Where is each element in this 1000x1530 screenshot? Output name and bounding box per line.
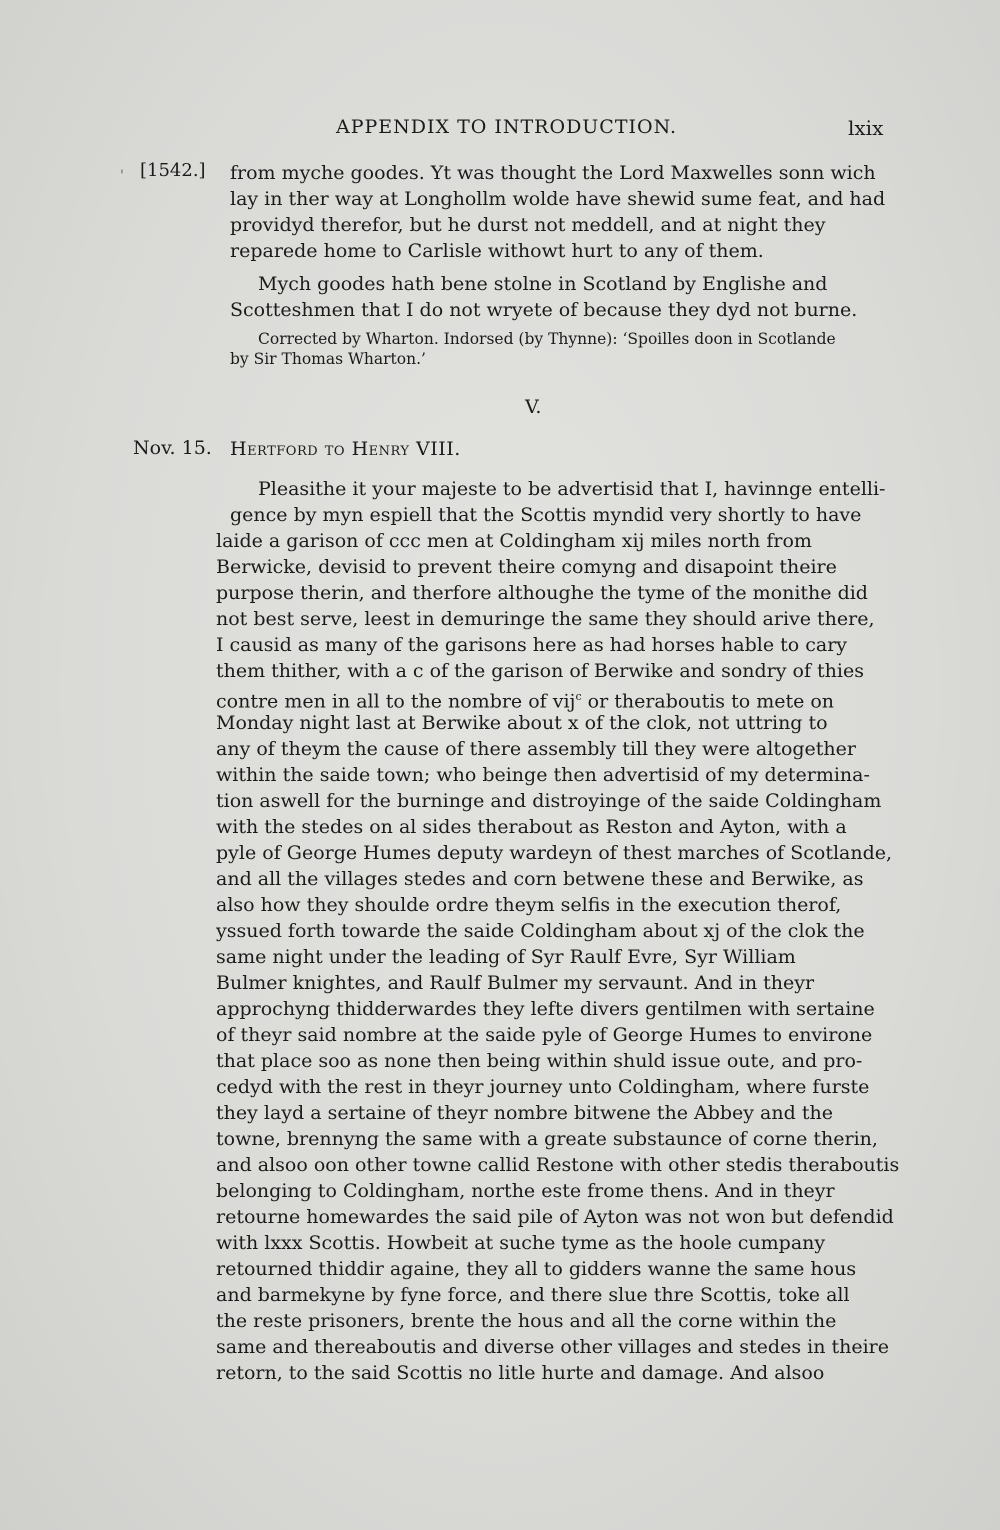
text-line: same night under the leading of Syr Raulf Evre, Syr William [216, 946, 796, 968]
text-line: any of theym the cause of there assembly till they were altogether [216, 738, 856, 760]
text-line: lay in ther way at Longhollm wolde have shewid sume feat, and had [230, 188, 886, 210]
note-line: Corrected by Wharton. Indorsed (by Thynne): ‘Spoilles doon in Scotlande [258, 330, 836, 348]
stray-mark: ' [120, 168, 124, 184]
text-line: retorn, to the said Scottis no litle hurte and damage. And alsoo [216, 1362, 825, 1384]
text-line: pyle of George Humes deputy wardeyn of thest marches of Scotlande, [216, 842, 893, 864]
text-line: I causid as many of the garisons here as had horses hable to cary [216, 634, 848, 656]
text-line: Pleasithe it your majeste to be advertisid that I, havinnge entelli- [258, 478, 886, 500]
text-line: laide a garison of ccc men at Coldingham xij miles north from [216, 530, 812, 552]
text-line: that place soo as none then being within shuld issue oute, and pro- [216, 1050, 863, 1072]
page-number: lxix [848, 116, 884, 140]
page-header [0, 112, 1000, 146]
text-line: with the stedes on al sides therabout as Reston and Ayton, with a [216, 816, 847, 838]
text-line: not best serve, leest in demuringe the same they should arive there, [216, 608, 875, 630]
section-numeral: V. [525, 396, 542, 418]
text-line: reparede home to Carlisle withowt hurt to any of them. [230, 240, 764, 262]
note-line: by Sir Thomas Wharton.’ [230, 350, 426, 368]
section-heading: Hertford to Henry VIII. [230, 438, 461, 460]
superscript-c: c [575, 690, 582, 703]
text-segment: or theraboutis to mete on [581, 690, 835, 713]
text-line: Mych goodes hath bene stolne in Scotland by Englishe and [258, 273, 828, 295]
text-line: Monday night last at Berwike about x of the clok, not uttring to [216, 712, 828, 734]
text-line: gence by myn espiell that the Scottis myndid very shortly to have [230, 504, 862, 526]
text-line: towne, brennyng the same with a greate substaunce of corne therin, [216, 1128, 878, 1150]
text-line: retourne homewardes the said pile of Ayton was not won but defendid [216, 1206, 894, 1228]
text-line: tion aswell for the burninge and distroyinge of the saide Coldingham [216, 790, 882, 812]
text-line: of theyr said nombre at the saide pyle of George Humes to environe [216, 1024, 873, 1046]
text-line: them thither, with a c of the garison of Berwike and sondry of thies [216, 660, 864, 682]
text-line: cedyd with the rest in theyr journey unto Coldingham, where furste [216, 1076, 870, 1098]
text-line: Bulmer knightes, and Raulf Bulmer my servaunt. And in theyr [216, 972, 815, 994]
text-line: and alsoo oon other towne callid Restone with other stedis theraboutis [216, 1154, 900, 1176]
text-line: and barmekyne by fyne force, and there slue thre Scottis, toke all [216, 1284, 850, 1306]
text-line: purpose therin, and therfore althoughe the tyme of the monithe did [216, 582, 868, 604]
text-line: within the saide town; who beinge then advertisid of my determina- [216, 764, 870, 786]
text-line: and all the villages stedes and corn betwene these and Berwike, as [216, 868, 864, 890]
text-line: the reste prisoners, brente the hous and all the corne within the [216, 1310, 837, 1332]
text-line: same and thereaboutis and diverse other villages and stedes in theire [216, 1336, 889, 1358]
margin-date-nov-15: Nov. 15. [133, 437, 212, 459]
running-head: APPENDIX TO INTRODUCTION. [336, 116, 678, 138]
text-line: yssued forth towarde the saide Coldingham about xj of the clok the [216, 920, 865, 942]
text-line: Berwicke, devisid to prevent theire comyng and disapoint theire [216, 556, 837, 578]
text-line: also how they shoulde ordre theym selfis in the execution therof, [216, 894, 842, 916]
text-line: belonging to Coldingham, northe este frome thens. And in theyr [216, 1180, 835, 1202]
margin-date-1542: [1542.] [140, 160, 206, 181]
text-line: with lxxx Scottis. Howbeit at suche tyme as the hoole cumpany [216, 1232, 826, 1254]
text-line: retourned thiddir againe, they all to gidders wanne the same hous [216, 1258, 857, 1280]
text-line: Scotteshmen that I do not wryete of because they dyd not burne. [230, 299, 858, 321]
text-line: approchyng thidderwardes they lefte divers gentilmen with sertaine [216, 998, 875, 1020]
text-line: from myche goodes. Yt was thought the Lord Maxwelles sonn wich [230, 162, 876, 184]
text-segment: contre men in all to the nombre of vij [216, 690, 576, 713]
text-line: they layd a sertaine of theyr nombre bitwene the Abbey and the [216, 1102, 833, 1124]
text-line: providyd therefor, but he durst not meddell, and at night they [230, 214, 826, 236]
